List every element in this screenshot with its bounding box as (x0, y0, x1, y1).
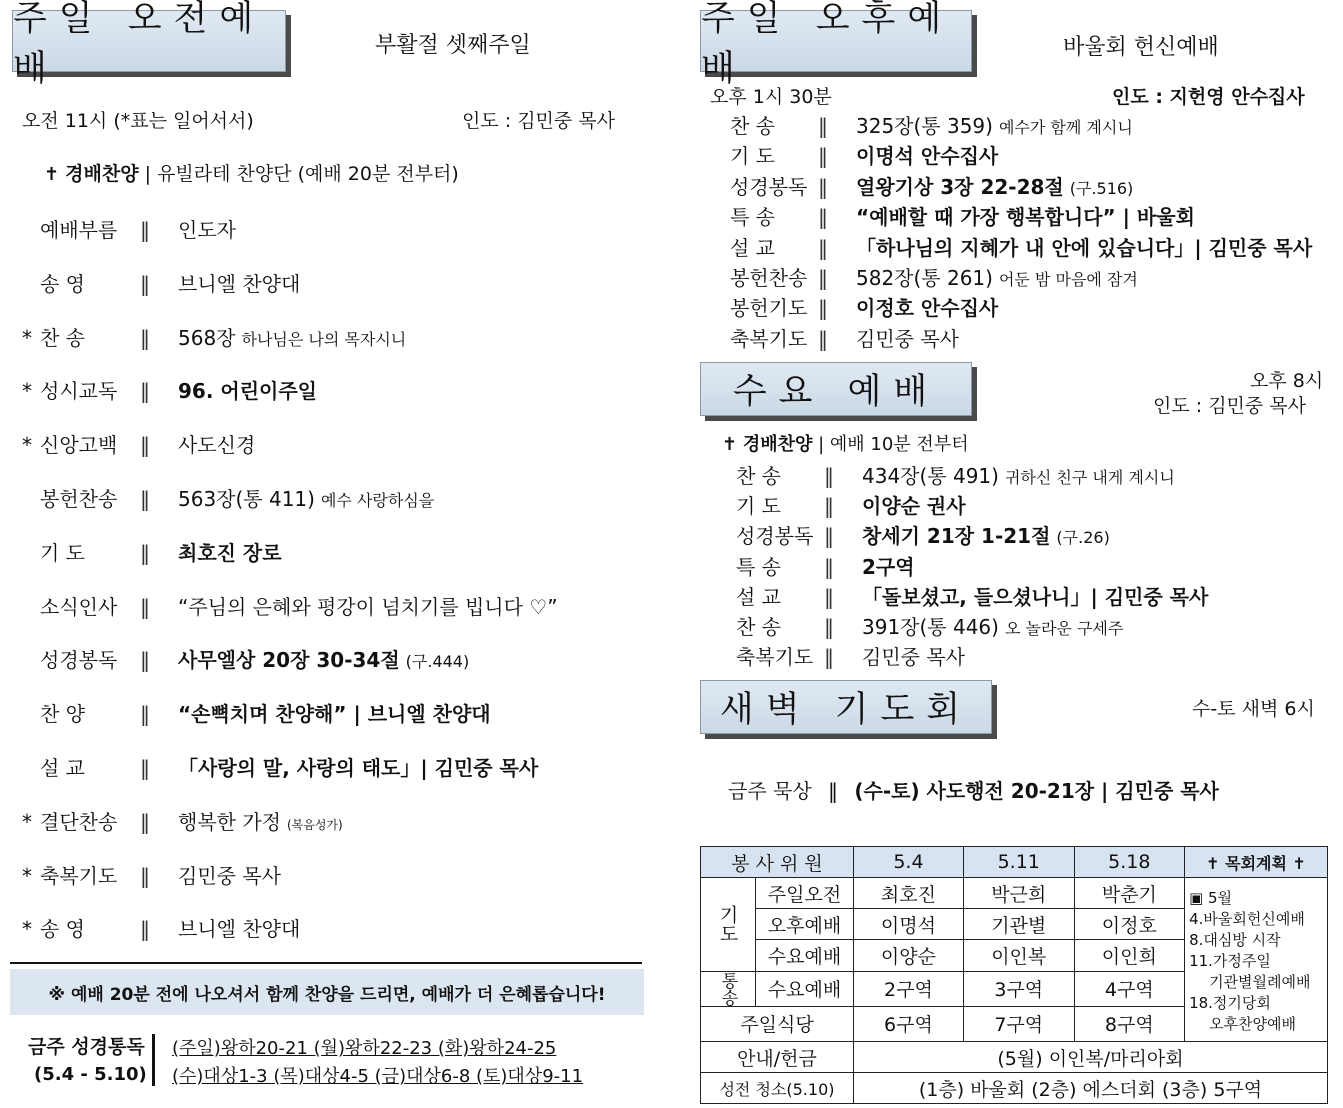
order-label: 기 도 (736, 494, 781, 519)
separator: ‖ (824, 524, 834, 549)
order-value: 사무엘상 20장 30-34절 (178, 648, 400, 673)
order-label: 결단찬송 (40, 809, 118, 834)
order-label: 설 교 (736, 584, 781, 609)
group-tongsung: 통송 (701, 971, 756, 1006)
order-item (736, 460, 1175, 489)
order-label: 축복기도 (40, 863, 118, 888)
table-cell: 7구역 (963, 1006, 1074, 1041)
order-label: 축복기도 (736, 645, 814, 670)
order-item (22, 806, 343, 835)
bible-line1: (주일)왕하20-21 (월)왕하22-23 (화)왕하24-25 (172, 1038, 557, 1059)
order-note: 오 놀라운 구세주 (1004, 619, 1124, 638)
order-value: 434장(통 491) (862, 464, 999, 488)
table-cell: 3구역 (963, 971, 1074, 1006)
order-item (22, 268, 300, 297)
order-value: 사도신경 (178, 433, 256, 458)
stand-marker: * (22, 809, 32, 834)
separator: ‖ (824, 554, 834, 579)
table-cell: 2구역 (853, 971, 963, 1006)
separator: | (818, 434, 830, 455)
order-label: 기 도 (730, 144, 775, 169)
order-label: 설 교 (40, 756, 85, 780)
order-label: 축복기도 (730, 326, 808, 351)
table-cell: 이인복 (963, 940, 1074, 971)
table-cell: 6구역 (853, 1006, 963, 1041)
date-col-3: 5.18 (1074, 847, 1185, 878)
bible-label: 금주 성경통독 (28, 1036, 145, 1058)
plan-cell (1185, 878, 1328, 1042)
stand-marker: * (22, 917, 32, 942)
separator: ‖ (824, 464, 834, 488)
order-label: 찬 송 (730, 114, 775, 138)
bible-reading (28, 1030, 648, 1090)
row-label: 수요예배 (756, 940, 854, 971)
order-item (22, 537, 282, 566)
order-item (736, 520, 1110, 549)
wednesday-order-list (736, 0, 1336, 680)
order-value: 김민중 목사 (178, 863, 281, 888)
row-label: 주일식당 (701, 1006, 854, 1041)
separator: ‖ (140, 702, 150, 727)
order-note: (구.444) (405, 652, 470, 672)
bible-divider (152, 1034, 155, 1086)
order-note: 어둔 밤 마음에 잠겨 (998, 270, 1138, 289)
order-note: (복음성가) (286, 817, 343, 832)
order-item (22, 860, 281, 889)
prelude-label: 경배찬양 (742, 434, 813, 455)
order-item (736, 641, 965, 670)
order-value: 563장(통 411) (178, 487, 315, 511)
notice-text: ※ 예배 20분 전에 나오셔서 함께 찬양을 드리면, 예배가 더 은혜롭습니다! (48, 984, 606, 1005)
order-item (736, 581, 1208, 610)
plan-item: 기관별월례예배 (1209, 973, 1311, 991)
separator: ‖ (140, 917, 150, 942)
order-label: 설 교 (730, 235, 775, 260)
order-value: “예배할 때 가장 행복합니다” | 바울회 (856, 205, 1195, 230)
separator: ‖ (140, 325, 150, 350)
separator: ‖ (140, 218, 150, 242)
order-item (22, 752, 538, 781)
table-cell: 이양순 (853, 940, 963, 971)
morning-time: 오전 11시 (*표는 일어서서) (22, 110, 254, 132)
order-note: 하나님은 나의 목자시니 (241, 329, 407, 349)
wednesday-time: 오후 8시 (1250, 370, 1324, 392)
order-value: 최호진 장로 (178, 540, 282, 565)
separator: ‖ (140, 863, 150, 888)
separator: ‖ (140, 379, 150, 404)
order-label: 찬 송 (736, 615, 781, 639)
order-item (736, 611, 1123, 640)
order-value: 창세기 21장 1-21절 (862, 524, 1051, 549)
dawn-value: (수-토) 사도행전 20-21장 | 김민중 목사 (854, 779, 1219, 803)
separator: ‖ (824, 615, 834, 639)
order-item (22, 483, 434, 512)
order-label: 찬 송 (736, 464, 781, 488)
order-value: 이명석 안수집사 (856, 144, 999, 169)
order-label: 송 영 (40, 917, 85, 942)
plan-item: ▣ 5월 (1189, 889, 1233, 907)
separator: ‖ (140, 756, 150, 780)
prelude-value: 예배 10분 전부터 (829, 434, 969, 455)
order-label: 특 송 (730, 205, 775, 230)
order-value: 「사랑의 말, 사랑의 태도」| 김민중 목사 (178, 756, 539, 780)
group-prayer: 기도 (701, 878, 756, 972)
table-cell: 박근희 (963, 878, 1074, 909)
order-item (22, 698, 491, 727)
plan-title: ✝ 목회계획 ✝ (1185, 847, 1328, 878)
prelude-value: 유빌라테 찬양단 (예배 20분 전부터) (157, 163, 459, 185)
order-value: 325장(통 359) (856, 114, 993, 138)
separator: ‖ (140, 271, 150, 296)
separator: ‖ (824, 584, 834, 609)
table-cell: 최호진 (853, 878, 963, 909)
order-label: 성경봉독 (736, 524, 814, 549)
separator: ‖ (140, 809, 150, 834)
table-cell: 이정호 (1074, 909, 1185, 940)
separator: ‖ (818, 296, 828, 321)
separator: ‖ (818, 174, 828, 199)
separator: ‖ (818, 114, 828, 138)
order-label: 봉헌기도 (730, 296, 808, 321)
order-note: 귀하신 친구 내게 계시니 (1004, 468, 1175, 487)
order-item (736, 490, 966, 519)
stand-marker: * (22, 379, 32, 404)
guide-value: (5월) 이인복/마리아회 (853, 1042, 1327, 1073)
order-label: 봉헌찬송 (40, 487, 118, 511)
separator: ‖ (828, 779, 838, 803)
notice-box (10, 969, 644, 1015)
separator: ‖ (818, 144, 828, 169)
order-value: 열왕기상 3장 22-28절 (856, 174, 1064, 199)
order-label: 성경봉독 (40, 648, 118, 673)
date-col-2: 5.11 (963, 847, 1074, 878)
cross-icon: ✝ (722, 434, 738, 455)
order-value: 이양순 권사 (862, 494, 966, 519)
order-note: 예수가 함께 계시니 (998, 118, 1133, 137)
order-item (736, 551, 915, 580)
order-value: 행복한 가정 (178, 809, 281, 834)
order-label: 송 영 (40, 271, 85, 296)
dawn-header-text: 새벽 기도회 (719, 690, 973, 730)
plan-item: 오후찬양예배 (1209, 1015, 1297, 1033)
order-item (22, 591, 558, 620)
order-value: 「하나님의 지혜가 내 안에 있습니다」| 김민중 목사 (856, 235, 1313, 260)
order-note: 예수 사랑하심을 (320, 491, 435, 510)
order-label: 성경봉독 (730, 174, 808, 199)
table-cell: 기관별 (963, 909, 1074, 940)
wednesday-leader: 인도 : 김민중 목사 (1153, 395, 1306, 417)
morning-order-list (22, 0, 662, 960)
dawn-reading (728, 775, 1219, 804)
order-item (22, 375, 317, 404)
order-value: 브니엘 찬양대 (178, 271, 301, 296)
order-value: 김민중 목사 (862, 645, 965, 670)
bible-line2: (수)대상1-3 (목)대상4-5 (금)대상6-8 (토)대상9-11 (172, 1066, 584, 1087)
separator: ‖ (140, 433, 150, 458)
order-label: 성시교독 (40, 379, 118, 404)
afternoon-leader: 인도 : 지헌영 안수집사 (1112, 86, 1305, 108)
date-col-1: 5.4 (853, 847, 963, 878)
separator: ‖ (140, 648, 150, 673)
order-label: 찬 양 (40, 702, 85, 727)
stand-marker: * (22, 433, 32, 458)
separator: ‖ (140, 594, 150, 619)
plan-item: 11.가정주일 (1189, 952, 1271, 970)
wednesday-header-text: 수요 예배 (732, 372, 940, 412)
order-label: 찬 송 (40, 325, 85, 350)
stand-marker: * (22, 325, 32, 350)
order-label: 봉헌찬송 (730, 266, 808, 290)
order-value: 2구역 (862, 554, 915, 579)
order-label: 소식인사 (40, 594, 118, 619)
afternoon-subtitle: 바울회 헌신예배 (1063, 35, 1219, 60)
plan-item: 4.바울회헌신예배 (1189, 910, 1305, 928)
separator: ‖ (140, 540, 150, 565)
clean-label: 성전 청소(5.10) (701, 1073, 854, 1104)
morning-header-text: 주일 오전예배 (13, 0, 266, 89)
separator: ‖ (824, 494, 834, 519)
order-value: 브니엘 찬양대 (178, 917, 301, 942)
row-label: 주일오전 (756, 878, 854, 909)
dawn-time: 수-토 새벽 6시 (1192, 698, 1315, 720)
table-cell: 이인희 (1074, 940, 1185, 971)
separator: ‖ (818, 326, 828, 351)
bible-dates: (5.4 - 5.10) (34, 1064, 147, 1085)
order-value: 「돌보셨고, 들으셨나니」| 김민중 목사 (862, 584, 1209, 609)
order-value: 인도자 (178, 218, 236, 242)
order-label: 기 도 (40, 540, 85, 565)
service-table (700, 846, 1328, 1104)
order-value: “주님의 은혜와 평강이 넘치기를 빕니다 ♡” (178, 594, 558, 619)
cross-icon: ✝ (44, 164, 60, 185)
order-note: (구.26) (1056, 528, 1110, 548)
order-value: 김민중 목사 (856, 326, 959, 351)
table-cell: 8구역 (1074, 1006, 1185, 1041)
clean-value: (1층) 바울회 (2층) 에스더회 (3층) 5구역 (853, 1073, 1327, 1104)
plan-item: 18.정기당회 (1189, 994, 1271, 1012)
order-value: 391장(통 446) (862, 615, 999, 639)
dawn-header (700, 680, 992, 734)
order-value: 96. 어린이주일 (178, 379, 317, 404)
order-value: 568장 (178, 325, 236, 350)
order-label: 예배부름 (40, 218, 118, 242)
separator: | (144, 163, 158, 185)
afternoon-time: 오후 1시 30분 (710, 86, 832, 108)
row-label: 오후예배 (756, 909, 854, 940)
prelude-label: 경배찬양 (65, 163, 139, 185)
order-item (22, 913, 300, 942)
stand-marker: * (22, 863, 32, 888)
order-item (22, 322, 406, 351)
order-value: 582장(통 261) (856, 266, 993, 290)
separator: ‖ (140, 487, 150, 511)
guide-label: 안내/헌금 (701, 1042, 854, 1073)
order-item (22, 429, 255, 458)
separator: ‖ (818, 266, 828, 290)
order-item (22, 214, 236, 243)
table-cell: 이명석 (853, 909, 963, 940)
order-label: 신앙고백 (40, 433, 118, 458)
order-label: 특 송 (736, 554, 781, 579)
separator: ‖ (818, 235, 828, 260)
separator: ‖ (818, 205, 828, 230)
separator: ‖ (824, 645, 834, 670)
table-cell: 4구역 (1074, 971, 1185, 1006)
row-label: 수요예배 (756, 971, 854, 1006)
dawn-label: 금주 묵상 (728, 779, 812, 803)
order-note: (구.516) (1069, 178, 1134, 198)
order-value: “손뼉치며 찬양해” | 브니엘 찬양대 (178, 702, 491, 727)
order-item (22, 644, 469, 673)
table-title: 봉 사 위 원 (701, 847, 854, 878)
plan-item: 8.대심방 시작 (1189, 931, 1281, 949)
table-cell: 박춘기 (1074, 878, 1185, 909)
morning-subtitle: 부활절 셋째주일 (375, 33, 531, 58)
order-value: 이정호 안수집사 (856, 296, 999, 321)
morning-leader: 인도 : 김민중 목사 (462, 110, 615, 132)
divider-line (10, 962, 642, 964)
afternoon-header-text: 주일 오후예배 (701, 0, 954, 89)
